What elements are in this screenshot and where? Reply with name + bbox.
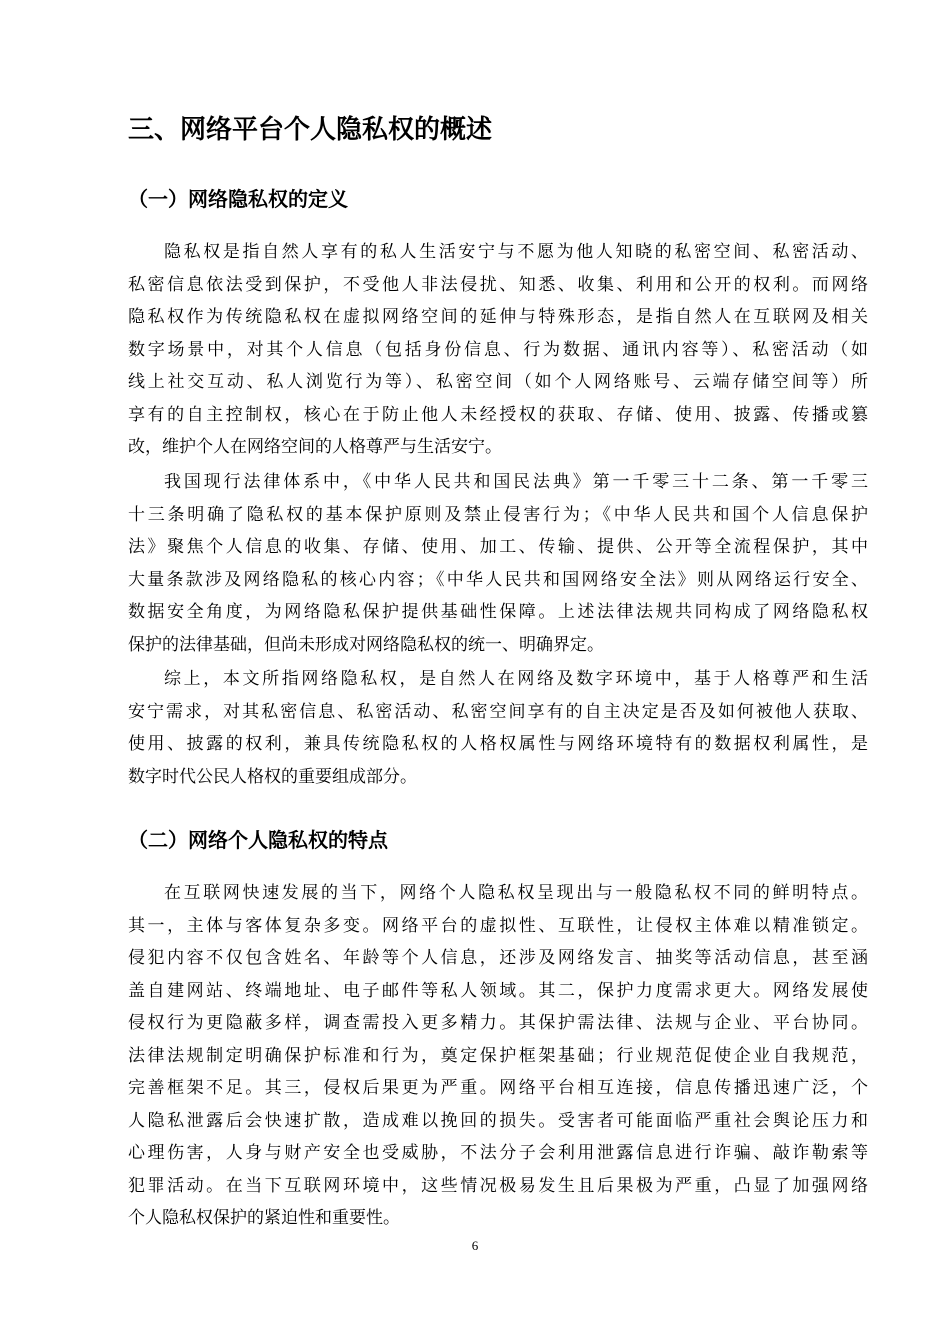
- paragraph-definition-3: [128, 663, 868, 793]
- text-line: 线上社交互动、私人浏览行为等）、私密空间（如个人网络账号、云端存储空间等）所: [128, 372, 868, 392]
- text-line: 隐私权作为传统隐私权在虚拟网络空间的延伸与特殊形态，是指自然人在互联网及相关: [128, 307, 868, 327]
- text-line: 综上，本文所指网络隐私权，是自然人在网络及数字环境中，基于人格尊严和生活: [164, 669, 868, 689]
- text-line: 在互联网快速发展的当下，网络个人隐私权呈现出与一般隐私权不同的鲜明特点。: [164, 883, 868, 903]
- text-line: 数字时代公民人格权的重要组成部分。: [128, 766, 417, 787]
- text-line: 安宁需求，对其私密信息、私密活动、私密空间享有的自主决定是否及如何被他人获取、: [128, 701, 868, 722]
- text-line: 法》聚焦个人信息的收集、存储、使用、加工、传输、提供、公开等全流程保护，其中: [128, 537, 868, 557]
- page-number: 6: [471, 1238, 479, 1253]
- text-line: 侵权行为更隐蔽多样，调查需投入更多精力。其保护需法律、法规与企业、平台协同。: [128, 1013, 868, 1033]
- text-line: 十三条明确了隐私权的基本保护原则及禁止侵害行为；《中华人民共和国个人信息保护: [128, 504, 868, 525]
- text-line: 隐私权是指自然人享有的私人生活安宁与不愿为他人知晓的私密空间、私密活动、: [164, 242, 868, 262]
- text-line: 侵犯内容不仅包含姓名、年龄等个人信息，还涉及网络发言、抽奖等活动信息，甚至涵: [128, 948, 868, 968]
- text-line: 犯罪活动。在当下互联网环境中，这些情况极易发生且后果极为严重，凸显了加强网络: [128, 1175, 868, 1196]
- text-line: 改，维护个人在网络空间的人格尊严与生活安宁。: [128, 437, 502, 457]
- text-line: 大量条款涉及网络隐私的核心内容；《中华人民共和国网络安全法》则从网络运行安全、: [128, 569, 868, 590]
- text-line: 盖自建网站、终端地址、电子邮件等私人领域。其二，保护力度需求更大。网络发展使: [128, 980, 868, 1001]
- text-line: 数据安全角度，为网络隐私保护提供基础性保障。上述法律法规共同构成了网络隐私权: [128, 602, 868, 622]
- paragraph-definition-2: [128, 466, 868, 661]
- section-title: 三、网络平台个人隐私权的概述: [128, 115, 493, 145]
- text-line: 完善框架不足。其三，侵权后果更为严重。网络平台相互连接，信息传播迅速广泛，个: [128, 1078, 868, 1098]
- text-line: 保护的法律基础，但尚未形成对网络隐私权的统一、明确界定。: [128, 634, 604, 655]
- paragraph-definition-1: [128, 236, 868, 464]
- text-line: 我国现行法律体系中，《中华人民共和国民法典》第一千零三十二条、第一千零三: [164, 472, 868, 492]
- text-line: 私密信息依法受到保护，不受他人非法侵扰、知悉、收集、利用和公开的权利。而网络: [128, 274, 868, 295]
- text-line: 使用、披露的权利，兼具传统隐私权的人格权属性与网络环境特有的数据权利属性，是: [128, 734, 868, 754]
- text-line: 享有的自主控制权，核心在于防止他人未经授权的获取、存储、使用、披露、传播或篡: [128, 404, 868, 425]
- text-line: 数字场景中，对其个人信息（包括身份信息、行为数据、通讯内容等）、私密活动（如: [128, 339, 868, 360]
- text-line: 人隐私泄露后会快速扩散，造成难以挽回的损失。受害者可能面临严重社会舆论压力和: [128, 1110, 868, 1131]
- text-line: 法律法规制定明确保护标准和行为，奠定保护框架基础；行业规范促使企业自我规范，: [128, 1045, 868, 1066]
- subsection-title-definition: （一）网络隐私权的定义: [128, 187, 348, 211]
- text-line: 其一，主体与客体复杂多变。网络平台的虚拟性、互联性，让侵权主体难以精准锁定。: [128, 915, 868, 936]
- subsection-title-characteristics: （二）网络个人隐私权的特点: [128, 828, 388, 852]
- text-line: 个人隐私权保护的紧迫性和重要性。: [128, 1208, 400, 1228]
- paragraph-characteristics-1: [128, 877, 868, 1235]
- text-line: 心理伤害，人身与财产安全也受威胁，不法分子会利用泄露信息进行诈骗、敲诈勒索等: [128, 1143, 868, 1163]
